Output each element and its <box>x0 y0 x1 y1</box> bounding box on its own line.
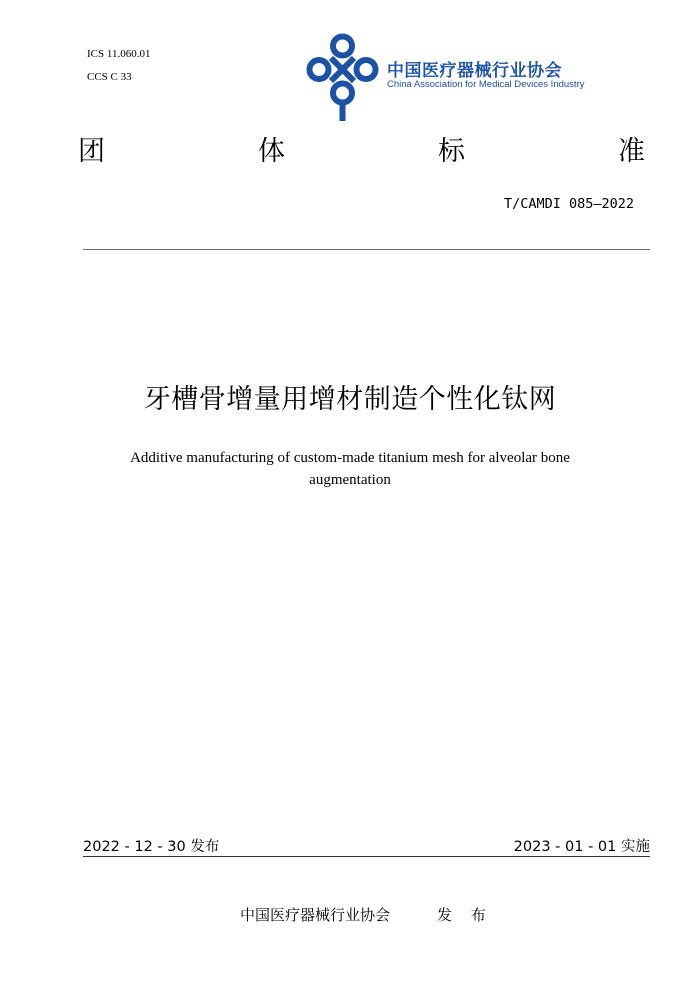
header-divider <box>83 249 650 250</box>
ccs-code: CCS C 33 <box>87 71 132 83</box>
issue-date: 2022 - 12 - 30 发布 <box>83 839 220 855</box>
standard-type-char: 团 <box>78 136 105 167</box>
standard-type-char: 标 <box>438 136 465 167</box>
standard-type <box>78 134 645 170</box>
organization-name-cn: 中国医疗器械行业协会 <box>387 61 562 81</box>
document-title-cn: 牙槽骨增量用增材制造个性化钛网 <box>143 384 557 415</box>
standard-number: T/CAMDI 085—2022 <box>503 196 634 212</box>
footer-divider <box>83 856 650 857</box>
publisher-name: 中国医疗器械行业协会 <box>240 906 391 924</box>
document-title-en: Additive manufacturing of custom-made titanium mesh for alveolar bone augmentation <box>130 450 570 488</box>
chinese-knot-logo-icon <box>305 33 380 123</box>
ics-code: ICS 11.060.01 <box>87 48 151 60</box>
standard-type-char: 体 <box>258 136 285 167</box>
standard-type-char: 准 <box>618 136 645 167</box>
implementation-date: 2023 - 01 - 01 实施 <box>513 839 650 855</box>
organization-name-en: China Association for Medical Devices Industry <box>387 79 585 90</box>
publish-label: 发 布 <box>437 906 493 924</box>
classification-codes <box>87 43 150 89</box>
